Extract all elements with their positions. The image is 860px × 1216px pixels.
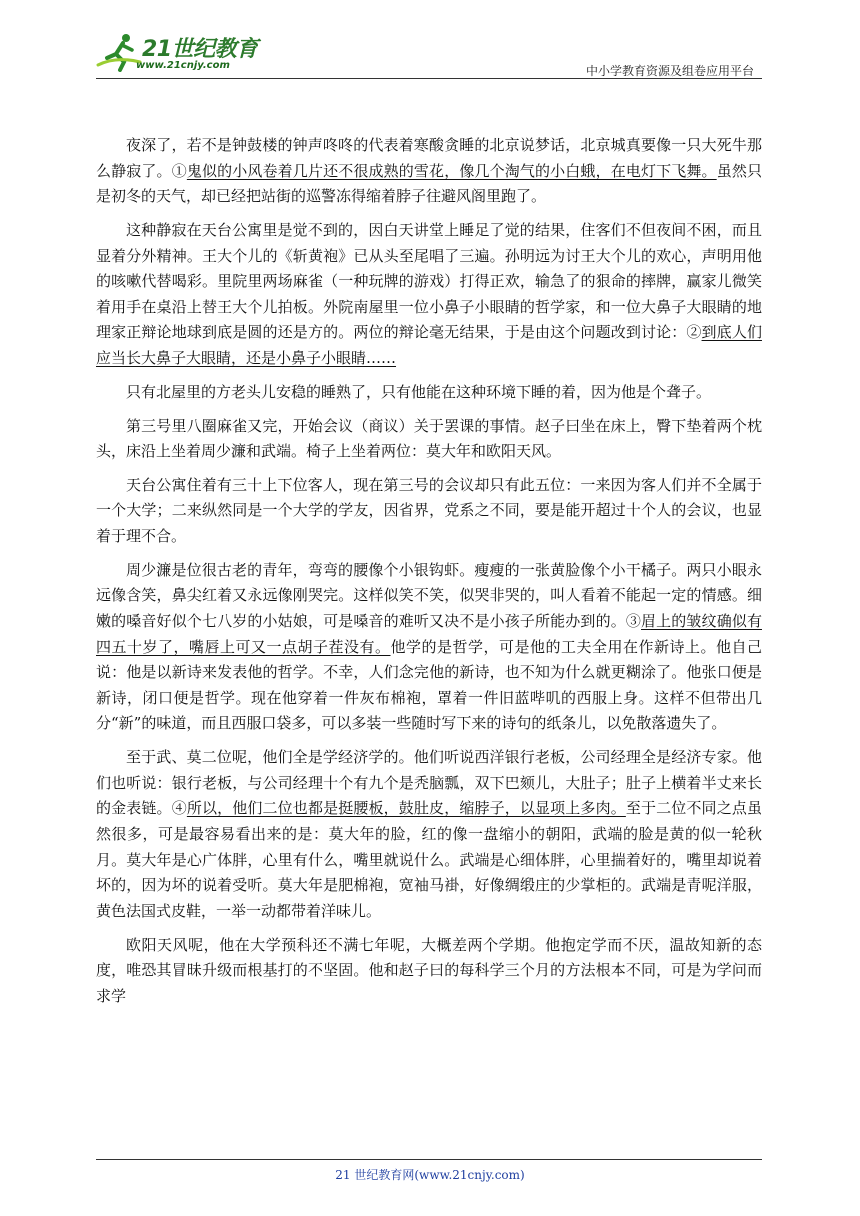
paragraph-5: 天台公寓住着有三十上下位客人，现在第三号的会议却只有此五位：一来因为客人们并不全属于一个大学；二来纵然同是一个大学的学友，因省界，党系之不同，要是能开超过十个人的会议，也显着于理不合。 [96, 475, 762, 546]
paragraph-3: 只有北屋里的方老头儿安稳的睡熟了，只有他能在这种环境下睡的着，因为他是个聋子。 [126, 382, 712, 401]
marker-3: ③ [625, 612, 641, 631]
paragraph-2: 这种静寂在天台公寓里是觉不到的，因白天讲堂上睡足了觉的结果，住客们不但夜间不困，而且显着分外精神。王大个儿的《斩黄袍》已从头至尾唱了三遍。孙明远为讨王大个儿的欢心，声明用他的咳嗽代替喝彩。里院里两场麻雀（一种玩牌的游戏）打得正欢，输急了的狠命的摔牌，赢家儿微笑着用手在桌沿上替王大个儿拍板。外院南屋里一位小鼻子小眼睛的哲学家，和一位大鼻子大眼睛的地理家正辩论地球到底是圆的还是方的。两位的辩论毫无结果，于是由这个问题改到讨论：②到底人们应当长大鼻子大眼睛，还是小鼻子小眼睛…… [96, 220, 762, 367]
underlined-sentence-1: 鬼似的小风卷着几片还不很成熟的雪花，像几个淘气的小白蛾，在电灯下飞舞。 [186, 161, 717, 180]
logo-brand-text: 21世纪教育 [142, 37, 258, 62]
paragraph-7: 至于武、莫二位呢，他们全是学经济学的。他们听说西洋银行老板，公司经理全是经济专家。他们也听说：银行老板，与公司经理十个有九个是秃脑瓢，双下巴颏儿，大肚子；肚子上横着半丈来长的金表链。④所以，他们二位也都是挺腰板，鼓肚皮，缩脖子，以显项上多肉。至于二位不同之点虽然很多，可是最容易看出来的是：莫大年的脸，红的像一盘缩小的朝阳，武端的脸是黄的似一轮秋月。莫大年是心广体胖，心里有什么，嘴里就说什么。武端是心细体胖，心里揣着好的，嘴里却说着坏的，因为坏的说着受听。莫大年是肥棉袍，宽袖马褂，好像绸缎庄的少掌柜的。武端是青呢洋服，黄色法国式皮鞋，一举一动都带着洋味儿。 [96, 748, 762, 920]
underlined-sentence-2: 到底人们应当长大鼻子大眼睛，还是小鼻子小眼睛…… [96, 323, 762, 367]
paragraph-4: 第三号里八圈麻雀又完，开始会议（商议）关于罢课的事情。赵子曰坐在床上，臀下垫着两个枕头，床沿上坐着周少濂和武端。椅子上坐着两位：莫大年和欧阳天风。 [96, 416, 762, 461]
page-footer[interactable]: 21 世纪教育网(www.21cnjy.com) [335, 1168, 525, 1182]
marker-2: ② [686, 323, 702, 342]
paragraph-8: 欧阳天风呢，他在大学预科还不满七年呢，大概差两个学期。他抱定学而不厌，温故知新的态度，唯恐其冒昧升级而根基打的不坚固。他和赵子曰的每科学三个月的方法根本不同，可是为学问而求学 [96, 935, 762, 1005]
marker-1: ① [171, 161, 187, 180]
underlined-sentence-4: 所以，他们二位也都是挺腰板，鼓肚皮，缩脖子，以显项上多肉。 [186, 799, 626, 818]
marker-4: ④ [171, 799, 187, 818]
platform-tagline: 中小学教育资源及组卷应用平台 [585, 64, 754, 78]
page-header [96, 28, 760, 80]
header-divider [96, 78, 762, 79]
article-body [96, 133, 762, 1018]
paragraph-6: 周少濂是位很古老的青年，弯弯的腰像个小银钩虾。瘦瘦的一张黄脸像个小干橘子。两只小眼永远像含笑，鼻尖红着又永远像刚哭完。这样似笑不笑，似哭非哭的，叫人看着不能起一定的情感。细嫩的嗓音好似个七八岁的小姑娘，可是嗓音的难听又决不是小孩子所能办到的。③眉上的皱纹确似有四五十岁了，嘴唇上可又一点胡子茬没有。他学的是哲学，可是他的工夫全用在作新诗上。他自己说：他是以新诗来发表他的哲学。不幸，人们念完他的新诗，也不知为什么就更糊涂了。他张口便是新诗，闭口便是哲学。现在他穿着一件灰布棉袍，罩着一件旧蓝哔叽的西服上身。这样不但带出几分“新”的味道，而且西服口袋多，可以多装一些随时写下来的诗句的纸条儿，以免散落遗失了。 [96, 560, 762, 733]
paragraph-1: 夜深了，若不是钟鼓楼的钟声咚咚的代表着寒酸贪睡的北京说梦话，北京城真要像一只大死牛那么静寂了。①鬼似的小风卷着几片还不很成熟的雪花，像几个淘气的小白蛾，在电灯下飞舞。虽然只是初冬的天气，却已经把站街的巡警冻得缩着脖子往避风阁里跑了。 [96, 136, 762, 206]
underlined-sentence-3: 眉上的皱纹确似有四五十岁了，嘴唇上可又一点胡子茬没有。 [96, 612, 762, 656]
logo-url-text: www.21cnjy.com [136, 60, 230, 71]
site-logo[interactable] [96, 28, 271, 76]
footer-divider [96, 1159, 762, 1160]
